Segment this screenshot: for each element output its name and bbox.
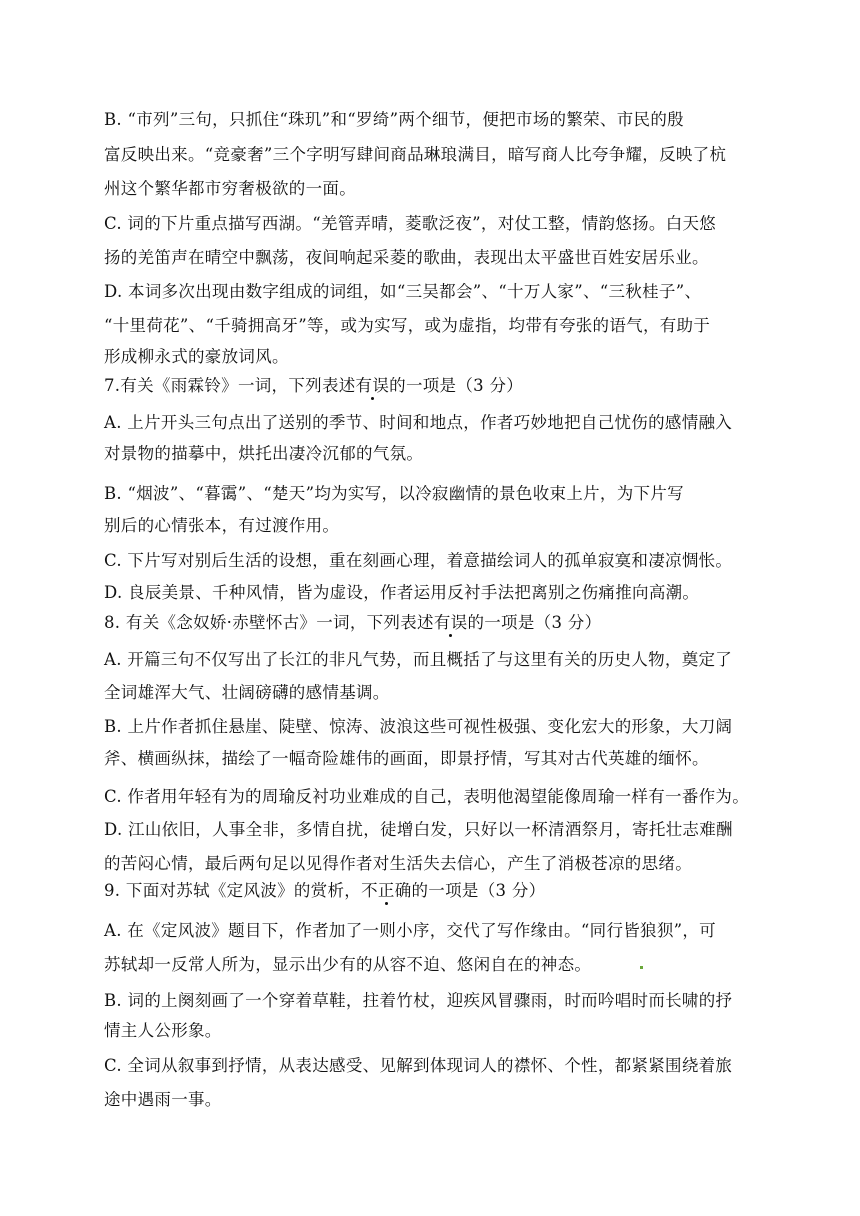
q8-option-a-line-1: A. 开篇三句不仅写出了长江的非凡气势，而且概括了与这里有关的历史人物，奠定了 (104, 650, 733, 669)
q9-option-c-line-1: C. 全词从叙事到抒情，从表达感受、见解到体现词人的襟怀、个性，都紧紧围绕着旅 (104, 1056, 733, 1075)
q9-stem-emphasis: 不正确 (361, 881, 412, 900)
q6-option-c-line-2: 扬的羌笛声在晴空中飘荡，夜间响起采菱的歌曲，表现出太平盛世百姓安居乐业。 (104, 248, 709, 267)
q7-stem-after: 的一项是（3 分） (389, 376, 524, 395)
q8-option-b-line-2: 斧、横画纵抹，描绘了一幅奇险雄伟的画面，即景抒情，写其对古代英雄的缅怀。 (104, 749, 709, 768)
q8-option-d-line-1: D. 江山依旧，人事全非，多情自扰，徒增白发，只好以一杯清酒祭月，寄托壮志难酬 (104, 820, 733, 839)
q6-option-b-line-3: 州这个繁华都市穷奢极欲的一面。 (104, 179, 356, 198)
q6-option-d-line-1: D. 本词多次出现由数字组成的词组，如“三吴都会”、“十万人家”、“三秋桂子”、 (104, 282, 702, 301)
q9-stem-before: 9. 下面对苏轼《定风波》的赏析， (104, 881, 362, 900)
q7-option-c: C. 下片写对别后生活的设想，重在刻画心理，着意描绘词人的孤单寂寞和凄凉惆怅。 (104, 551, 733, 570)
q6-option-d-line-2: “十里荷花”、“千骑拥高牙”等，或为实写，或为虚指，均带有夸张的语气，有助于 (104, 316, 711, 335)
q7-stem (104, 375, 523, 397)
q9-option-a-line-2: 苏轼却一反常人所为，显示出少有的从容不迫、悠闲自在的神态。 (104, 955, 592, 974)
q9-option-b-line-2: 情主人公形象。 (104, 1021, 222, 1040)
scan-speck-mark (640, 966, 643, 969)
q8-option-c: C. 作者用年轻有为的周瑜反衬功业难成的自己，表明他渴望能像周瑜一样有一番作为。 (104, 787, 750, 806)
q7-option-a-line-2: 对景物的描摹中，烘托出凄冷沉郁的气氛。 (104, 444, 424, 463)
q9-option-a-line-1: A. 在《定风波》题目下，作者加了一则小序，交代了写作缘由。“同行皆狼狈”，可 (104, 921, 716, 940)
q7-option-b-line-1: B. “烟波”、“暮霭”、“楚天”均为实写，以冷寂幽情的景色收束上片，为下片写 (104, 484, 684, 503)
q7-stem-emphasis: 有误 (355, 376, 390, 395)
q6-option-c-line-1: C. 词的下片重点描写西湖。“羌管弄晴，菱歌泛夜”，对仗工整，情韵悠扬。白天悠 (104, 214, 717, 233)
q9-stem (104, 880, 545, 902)
q6-option-b-line-2: 富反映出来。“竞豪奢”三个字明写肆间商品琳琅满目，暗写商人比夸争耀，反映了杭 (104, 145, 727, 164)
q9-stem-after: 的一项是（3 分） (411, 881, 546, 900)
q8-option-a-line-2: 全词雄浑大气、壮阔磅礴的感情基调。 (104, 683, 390, 702)
q9-option-c-line-2: 途中遇雨一事。 (104, 1090, 222, 1109)
q7-stem-before: 7.有关《雨霖铃》一词，下列表述 (104, 376, 356, 395)
q7-option-b-line-2: 别后的心情张本，有过渡作用。 (104, 516, 340, 535)
q6-option-b-line-1: B. “市列”三句，只抓住“珠玑”和“罗绮”两个细节，便把市场的繁荣、市民的殷 (104, 110, 684, 129)
q7-option-a-line-1: A. 上片开头三句点出了送别的季节、时间和地点，作者巧妙地把自己忧伤的感情融入 (104, 413, 733, 432)
q8-option-d-line-2: 的苦闷心情，最后两句足以见得作者对生活失去信心，产生了消极苍凉的思绪。 (104, 854, 692, 873)
q8-stem-before: 8. 有关《念奴娇·赤壁怀古》一词，下列表述 (104, 613, 434, 632)
q8-option-b-line-1: B. 上片作者抓住悬崖、陡壁、惊涛、波浪这些可视性极强、变化宏大的形象，大刀阔 (104, 717, 733, 736)
q7-option-d: D. 良辰美景、千种风情，皆为虚设，作者运用反衬手法把离别之伤痛推向高潮。 (104, 583, 700, 602)
q8-stem-after: 的一项是（3 分） (467, 613, 602, 632)
q8-stem (104, 612, 601, 634)
q8-stem-emphasis: 有误 (433, 613, 468, 632)
q6-option-d-line-3: 形成柳永式的豪放词风。 (104, 347, 289, 366)
q9-option-b-line-1: B. 词的上阕刻画了一个穿着草鞋，拄着竹杖，迎疾风冒骤雨，时而吟唱时而长啸的抒 (104, 991, 733, 1010)
